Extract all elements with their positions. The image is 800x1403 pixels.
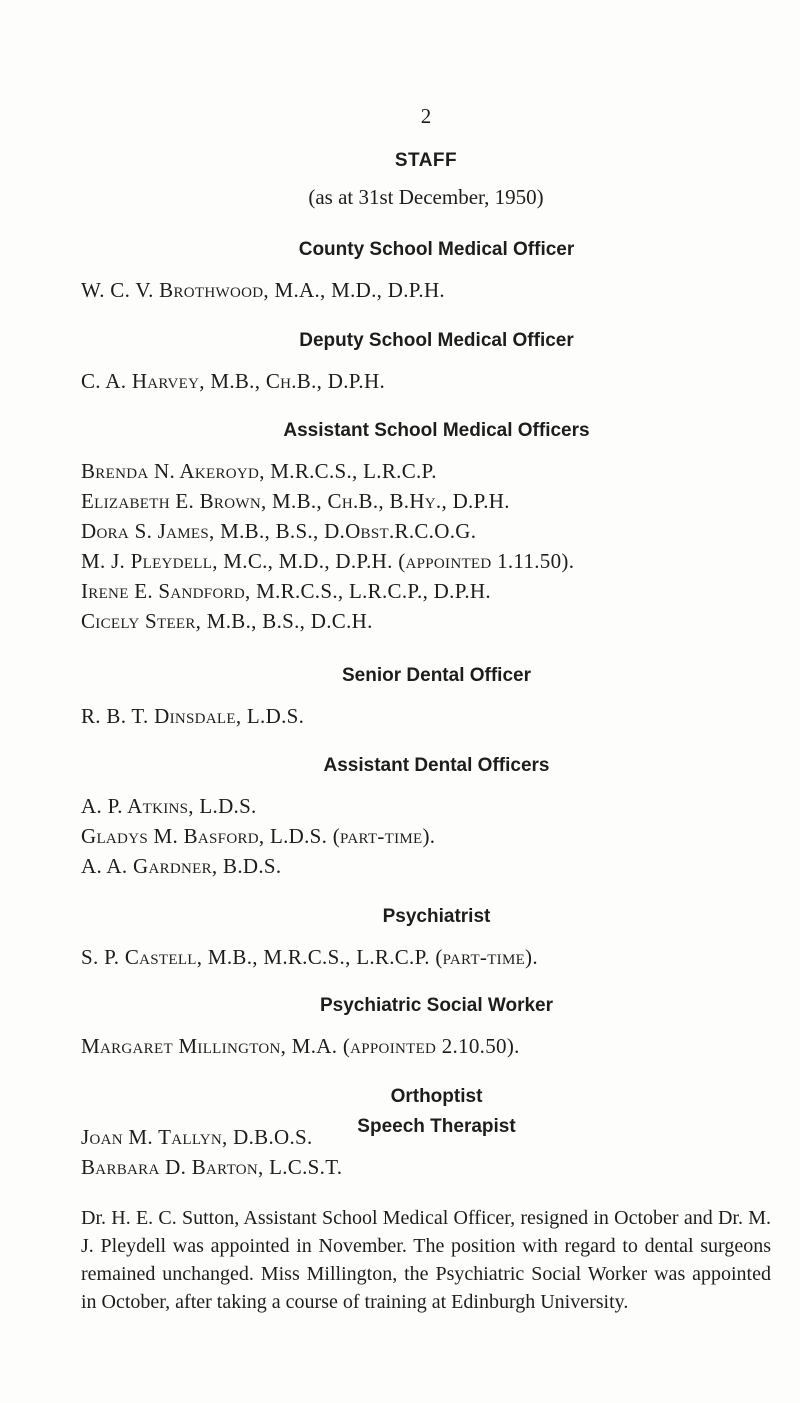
staff-entry: A. A. Gardner, B.D.S. [81,854,282,878]
staff-entry: W. C. V. Brothwood, M.A., M.D., D.P.H. [81,278,445,302]
staff-entry: A. P. Atkins, L.D.S. [81,794,257,818]
page-subtitle: (as at 31st December, 1950) [308,185,544,209]
section-heading: Psychiatric Social Worker [319,995,554,1016]
section-psychiatrist [81,906,781,972]
section-assistant-school-medical-officers [81,420,781,636]
page-number: 2 [420,104,432,128]
section-heading: County School Medical Officer [298,239,575,260]
staff-entry: C. A. Harvey, M.B., Ch.B., D.P.H. [81,369,386,393]
section-heading: Deputy School Medical Officer [299,330,574,351]
section-heading: Assistant Dental Officers [323,755,550,776]
staff-entry: Joan M. Tallyn, D.B.O.S. [81,1125,313,1149]
section-psychiatric-social-worker [81,995,781,1061]
page-title: STAFF [394,150,458,171]
staff-entry: Irene E. Sandford, M.R.C.S., L.R.C.P., D.P.H. [81,579,491,603]
staff-entry: Elizabeth E. Brown, M.B., Ch.B., B.Hy., D.P.H. [81,489,510,513]
section-heading: Orthoptist [390,1086,483,1107]
section-heading: Psychiatrist [382,906,491,927]
section-county-school-medical-officer [81,239,781,305]
staff-entry: Margaret Millington, M.A. (appointed 2.10.50). [81,1034,520,1058]
section-senior-dental-officer [81,665,781,731]
section-speech-therapist-block [81,1116,781,1182]
section-heading: Senior Dental Officer [342,665,531,686]
staff-changes-note: Dr. H. E. C. Sutton, Assistant School Medical Officer, resigned in October and Dr. M. J. Pleydell was appointed in November. The position with regard to dental surgeons remained unchanged. Miss Millington, the Psychiatric Social Worker was appointed in October, after taking a course of training at Edinburgh University. [81,1207,771,1313]
staff-entry: R. B. T. Dinsdale, L.D.S. [81,704,305,728]
staff-entry: Brenda N. Akeroyd, M.R.C.S., L.R.C.P. [81,459,437,483]
staff-entry: S. P. Castell, M.B., M.R.C.S., L.R.C.P. (part-time). [81,945,538,969]
staff-entry: Cicely Steer, M.B., B.S., D.C.H. [81,609,373,633]
section-heading: Assistant School Medical Officers [283,420,590,441]
staff-entry: Dora S. James, M.B., B.S., D.Obst.R.C.O.G. [81,519,477,543]
staff-entry: Gladys M. Basford, L.D.S. (part-time). [81,824,436,848]
staff-entry: Barbara D. Barton, L.C.S.T. [81,1155,343,1179]
section-deputy-school-medical-officer [81,330,781,396]
section-assistant-dental-officers [81,755,781,881]
staff-entry: M. J. Pleydell, M.C., M.D., D.P.H. (appointed 1.11.50). [81,549,575,573]
section-heading: Speech Therapist [357,1116,516,1137]
